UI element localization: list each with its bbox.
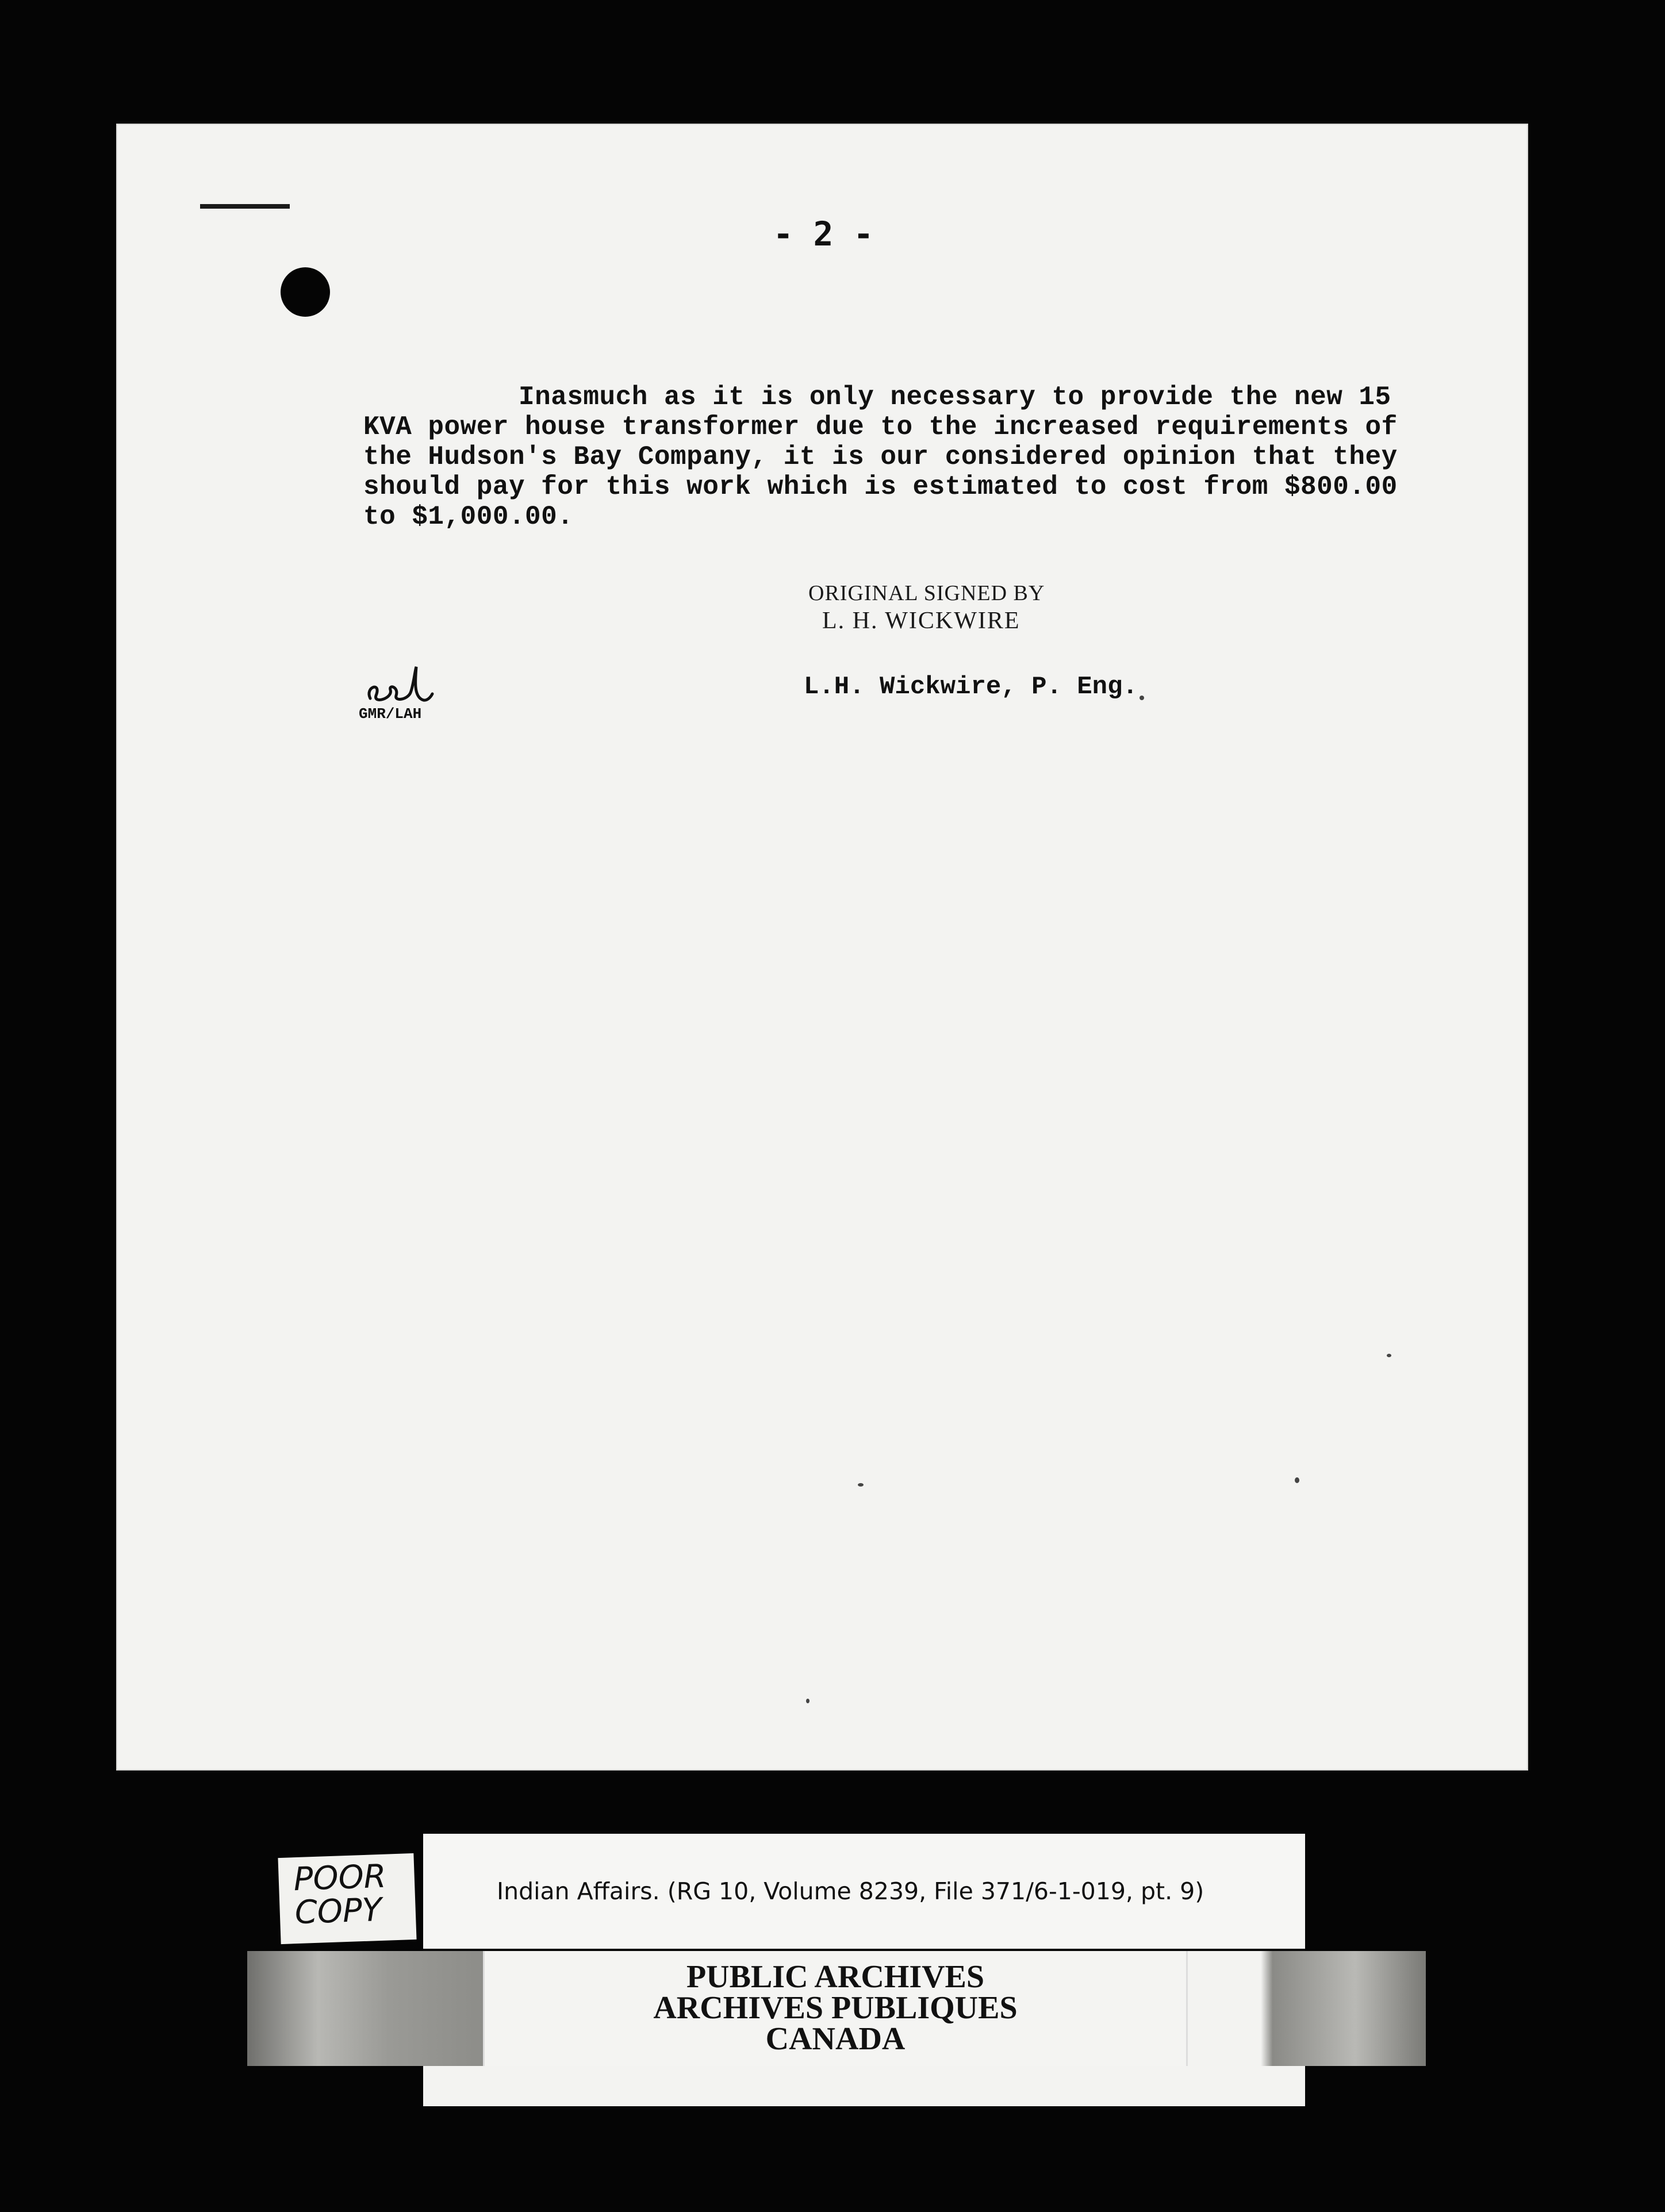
reference-text: Indian Affairs. (RG 10, Volume 8239, File 371/6-1-019, pt. 9) (497, 1877, 1204, 1905)
body-line: Inasmuch as it is only necessary to provide the new 15 (519, 382, 1391, 412)
archive-name-fr: ARCHIVES PUBLIQUES (653, 1990, 1018, 2026)
archive-country: CANADA (765, 2021, 906, 2057)
reference-label (423, 1834, 1305, 1949)
scan-speck (806, 1699, 810, 1703)
archive-base-label (423, 2066, 1305, 2106)
scan-speck (1295, 1477, 1299, 1483)
stamp-name: L. H. WICKWIRE (822, 608, 1021, 634)
document-page (116, 124, 1528, 1771)
stamp-label: ORIGINAL SIGNED BY (808, 581, 1045, 605)
archive-label (483, 1951, 1188, 2066)
poor-copy-line: POOR (293, 1857, 387, 1899)
scan-speck (858, 1483, 864, 1487)
body-line: KVA power house transformer due to the increased requirements of (363, 412, 1398, 442)
archive-name-en: PUBLIC ARCHIVES (686, 1959, 985, 1995)
body-paragraph (363, 382, 1398, 532)
poor-copy-line: COPY (294, 1891, 383, 1932)
body-line: the Hudson's Bay Company, it is our considered opinion that they (363, 442, 1398, 472)
punch-hole (281, 267, 330, 317)
body-line: to $1,000.00. (363, 502, 574, 532)
initials-text: GMR/LAH (359, 705, 422, 723)
handwritten-initials-icon (359, 664, 439, 710)
scan-speck (1387, 1354, 1391, 1357)
page-number: - 2 - (773, 214, 874, 254)
corner-mark (200, 204, 290, 209)
archive-strip (247, 1951, 1426, 2066)
body-line: should pay for this work which is estimated to cost from $800.00 (363, 472, 1398, 502)
poor-copy-note (278, 1853, 416, 1944)
typed-signature: L.H. Wickwire, P. Eng. (804, 673, 1138, 701)
scan-speck (1140, 696, 1144, 700)
original-signed-stamp (808, 581, 1045, 635)
